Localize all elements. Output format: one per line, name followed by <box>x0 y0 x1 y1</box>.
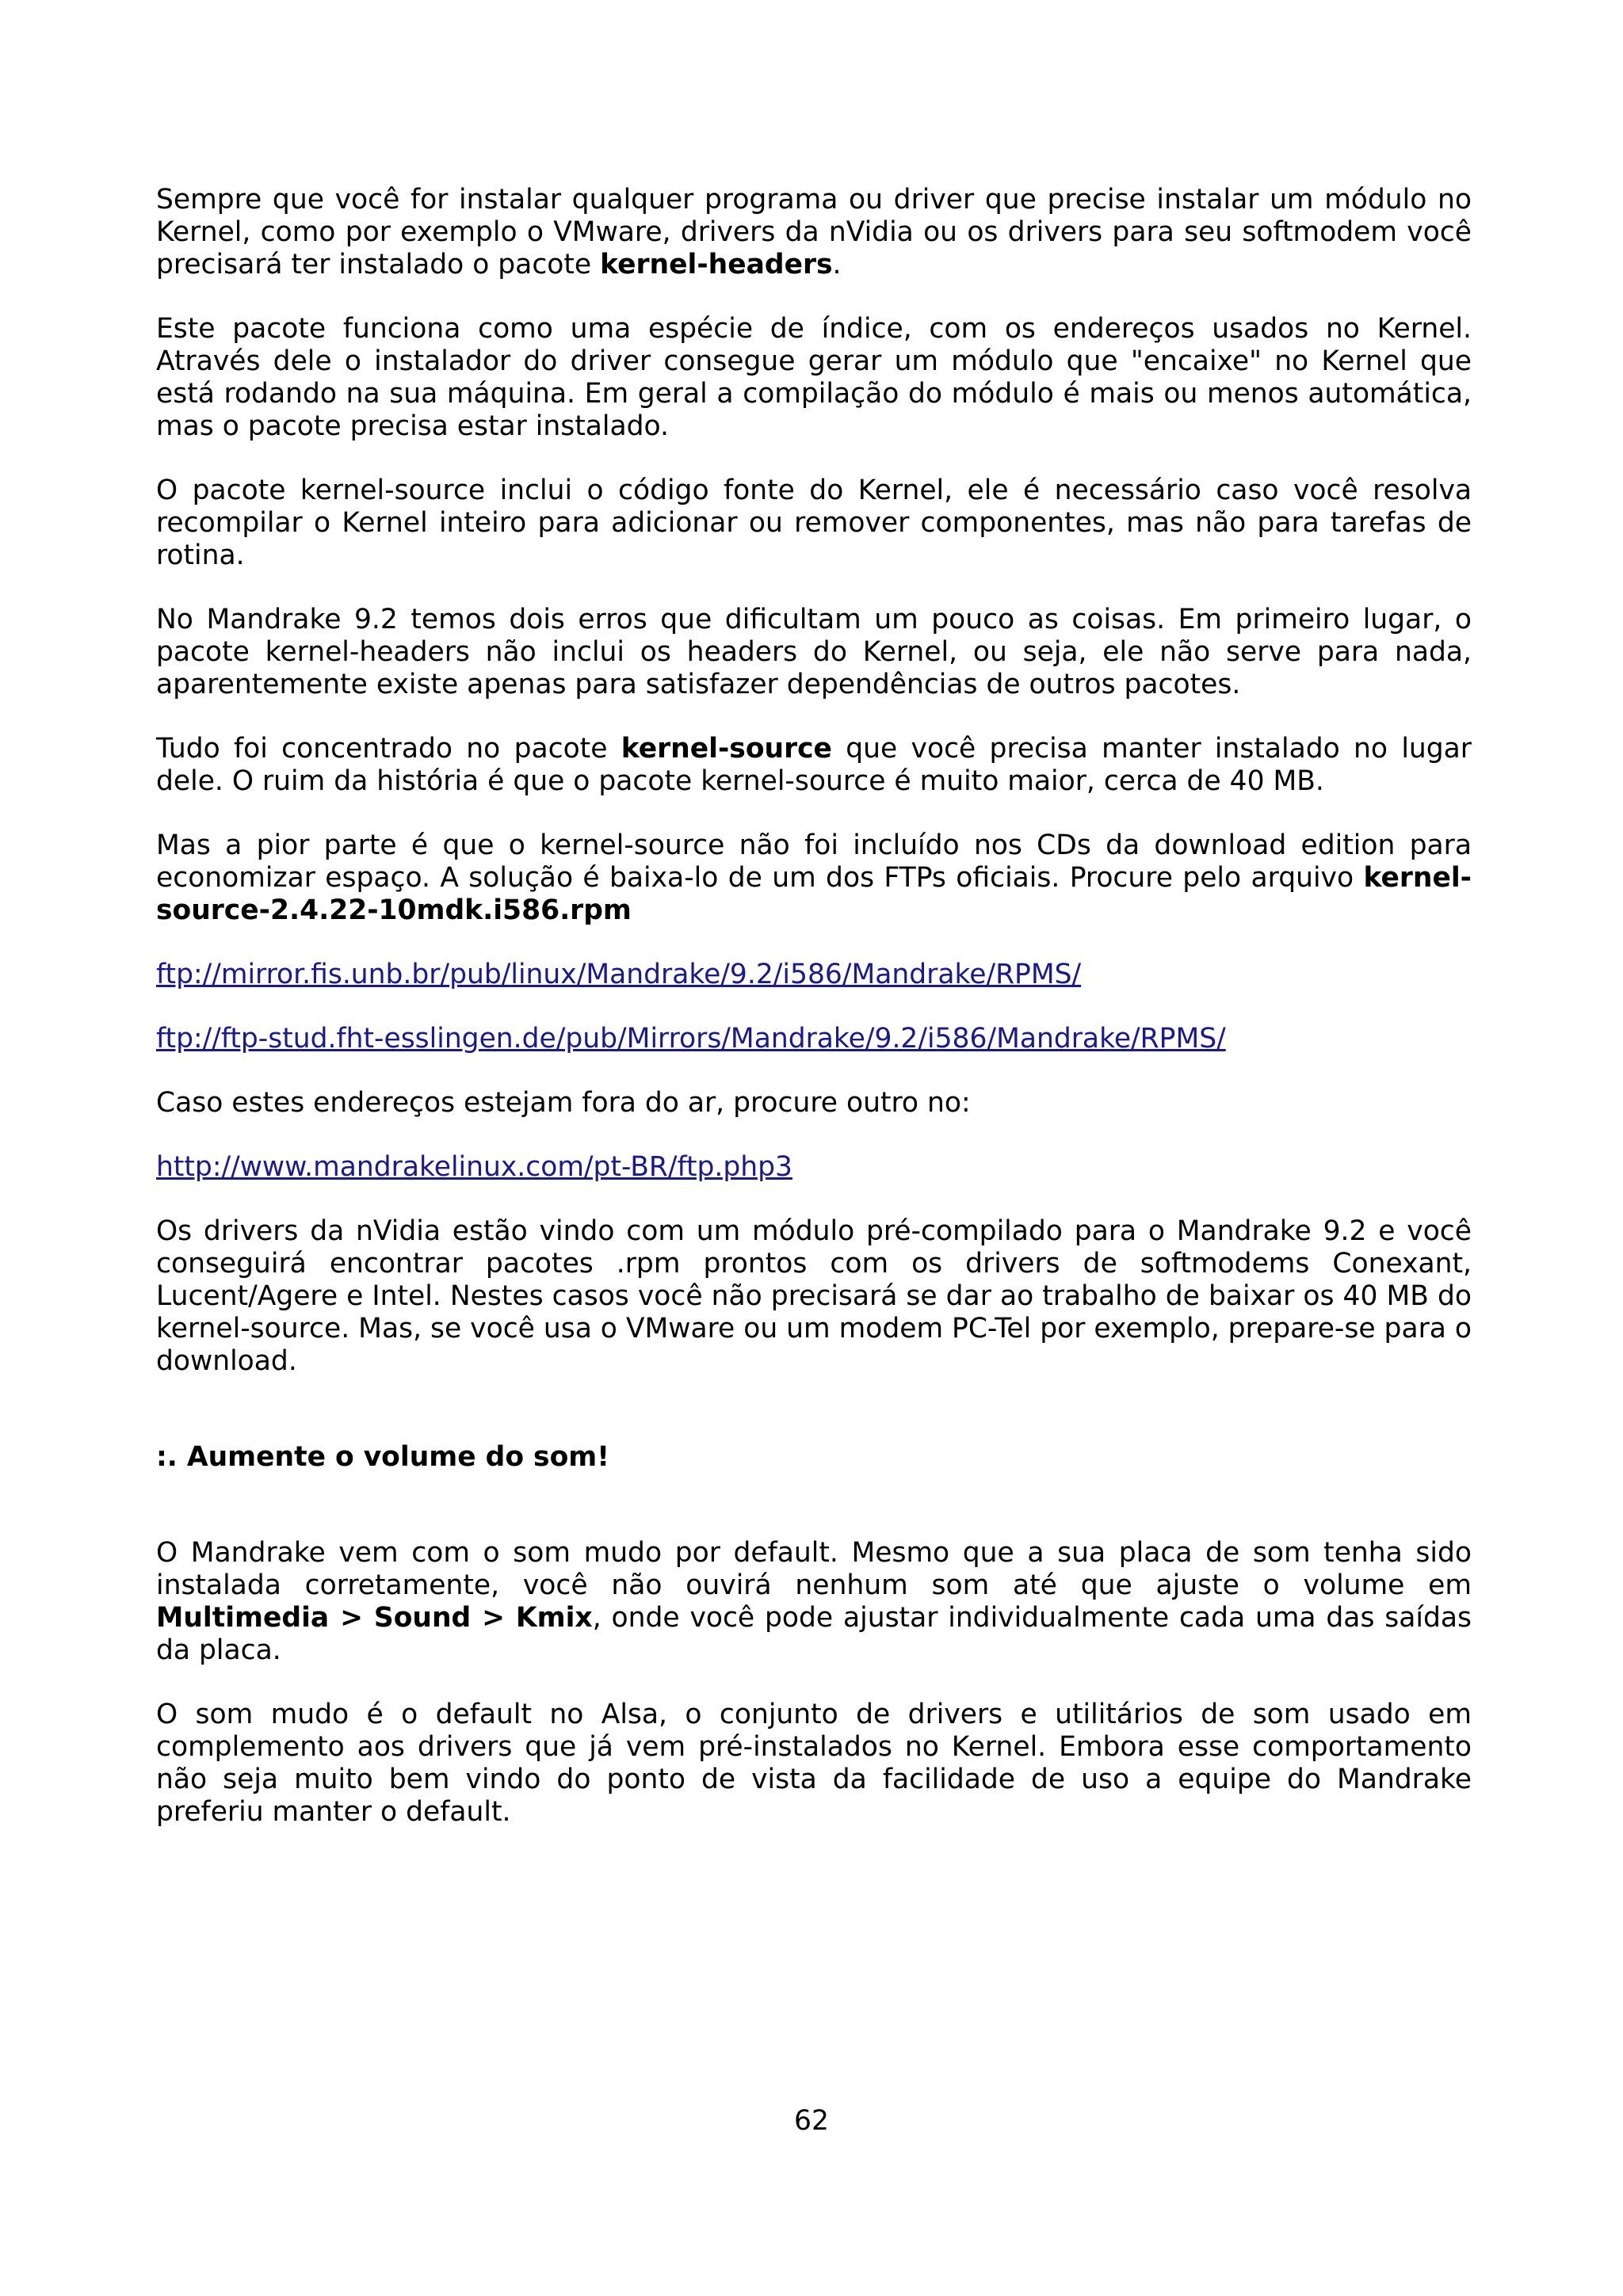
bold-kmix-path: Multimedia > Sound > Kmix <box>156 1602 593 1634</box>
paragraph-alsa-default: O som mudo é o default no Alsa, o conjunto de drivers e utilitários de som usado em complemento aos drivers que já vem pré-instalados no Kernel. Embora esse comportamento não seja muito bem vindo do ponto de vista da facilidade de uso a equipe do Mandrake preferiu manter o default. <box>156 1699 1472 1828</box>
bold-kernel-headers: kernel-headers <box>600 249 833 280</box>
link-mirror-esslingen[interactable]: ftp://ftp-stud.fht-esslingen.de/pub/Mirrors/Mandrake/9.2/i586/Mandrake/RPMS/ <box>156 1023 1226 1055</box>
page-number: 62 <box>794 2105 829 2137</box>
paragraph-download-edition: Mas a pior parte é que o kernel-source não foi incluído nos CDs da download edition para economizar espaço. A solução é baixa-lo de um dos FTPs oficiais. Procure pelo arquivo kernel-source-2.4.22-10mdk.i586.rpm <box>156 830 1472 926</box>
link-mandrakelinux-ftp[interactable]: http://www.mandrakelinux.com/pt-BR/ftp.php3 <box>156 1151 793 1183</box>
link-paragraph-mandrakelinux <box>156 1151 1472 1184</box>
link-paragraph-mirror-esslingen <box>156 1023 1472 1055</box>
paragraph-kernel-headers: Sempre que você for instalar qualquer programa ou driver que precise instalar um módulo no Kernel, como por exemplo o VMware, drivers da nVidia ou os drivers para seu softmodem você precisará ter instalado o pacote kernel-headers. <box>156 184 1472 280</box>
bold-rpm-filename: kernel-source-2.4.22-10mdk.i586.rpm <box>156 862 1472 926</box>
link-paragraph-mirror-unb <box>156 959 1472 991</box>
document-body <box>156 184 1472 1860</box>
paragraph-kernel-source: O pacote kernel-source inclui o código fonte do Kernel, ele é necessário caso você resolva recompilar o Kernel inteiro para adicionar ou remover componentes, mas não para tarefas de rotina. <box>156 475 1472 571</box>
paragraph-other-address: Caso estes endereços estejam fora do ar, procure outro no: <box>156 1087 971 1119</box>
link-mirror-unb[interactable]: ftp://mirror.fis.unb.br/pub/linux/Mandrake/9.2/i586/Mandrake/RPMS/ <box>156 959 1082 990</box>
bold-kernel-source: kernel-source <box>621 733 832 765</box>
section-heading-volume: :. Aumente o volume do som! <box>156 1441 609 1473</box>
paragraph-nvidia-drivers: Os drivers da nVidia estão vindo com um módulo pré-compilado para o Mandrake 9.2 e você conseguirá encontrar pacotes .rpm prontos com os drivers de softmodems Conexant, Lucent/Agere e Intel. Nestes casos você não precisará se dar ao trabalho de baixar os 40 MB do kernel-source. Mas, se você usa o VMware ou um modem PC-Tel por exemplo, prepare-se para o download. <box>156 1215 1472 1377</box>
paragraph-mandrake-errors: No Mandrake 9.2 temos dois erros que dificultam um pouco as coisas. Em primeiro lugar, o pacote kernel-headers não inclui os headers do Kernel, ou seja, ele não serve para nada, aparentemente existe apenas para satisfazer dependências de outros pacotes. <box>156 604 1472 700</box>
paragraph-sound-muted: O Mandrake vem com o som mudo por default. Mesmo que a sua placa de som tenha sido instalada corretamente, você não ouvirá nenhum som até que ajuste o volume em Multimedia > Sound > Kmix, onde você pode ajustar individualmente cada uma das saídas da placa. <box>156 1537 1472 1666</box>
paragraph-index-package: Este pacote funciona como uma espécie de índice, com os endereços usados no Kernel. Através dele o instalador do driver consegue gerar um módulo que "encaixe" no Kernel que está rodando na sua máquina. Em geral a compilação do módulo é mais ou menos automática, mas o pacote precisa estar instalado. <box>156 313 1472 442</box>
paragraph-concentrated: Tudo foi concentrado no pacote kernel-source que você precisa manter instalado no lugar dele. O ruim da história é que o pacote kernel-source é muito maior, cerca de 40 MB. <box>156 733 1472 797</box>
